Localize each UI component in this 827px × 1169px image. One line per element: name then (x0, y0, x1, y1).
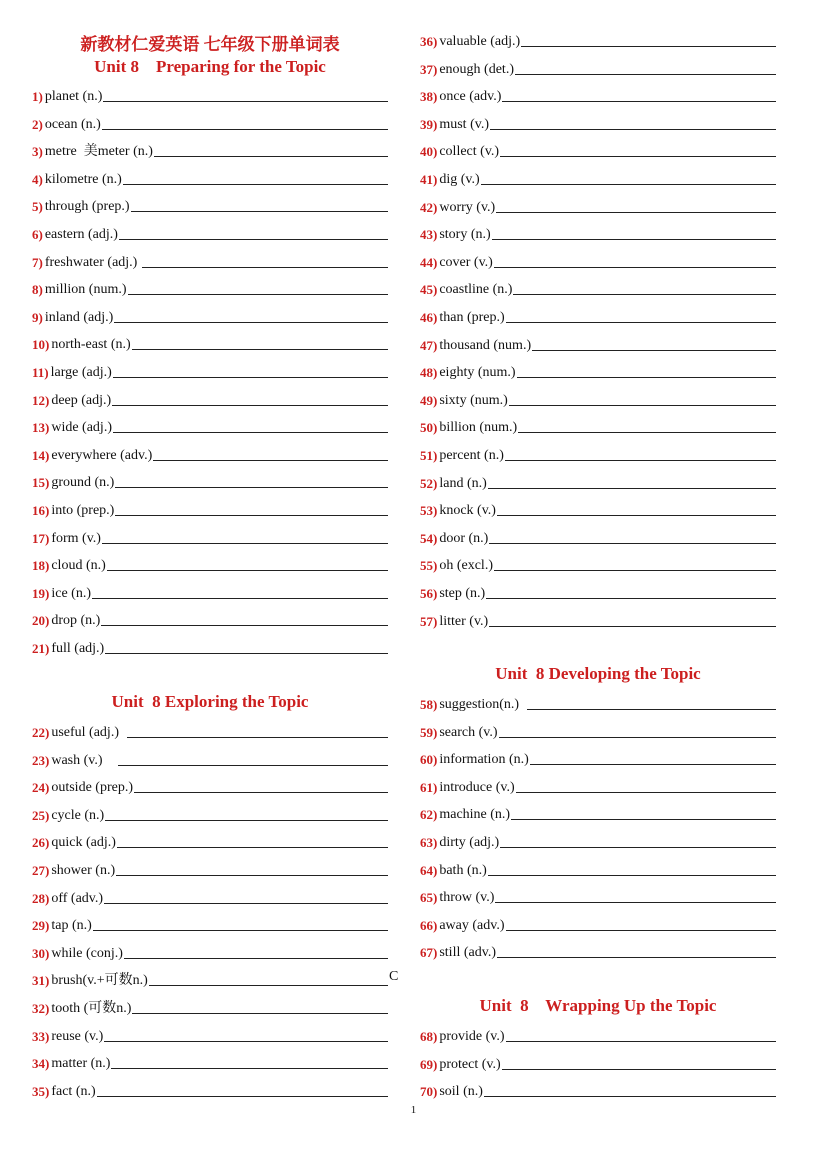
vocab-word: worry (v.) (439, 199, 496, 215)
vocab-word: matter (n.) (51, 1056, 111, 1072)
item-number: 8) (32, 282, 43, 298)
vocab-row (420, 939, 776, 961)
item-number: 65) (420, 890, 438, 906)
item-number: 57) (420, 613, 438, 629)
item-number: 7) (32, 254, 43, 270)
vocab-row (420, 691, 776, 713)
item-number: 17) (32, 530, 50, 546)
item-number: 37) (420, 61, 438, 77)
vocab-row (420, 829, 776, 851)
answer-blank[interactable] (509, 404, 776, 406)
answer-blank[interactable] (494, 266, 776, 268)
item-number: 21) (32, 641, 50, 656)
answer-blank[interactable] (128, 293, 388, 295)
vocab-row (32, 802, 388, 824)
item-number: 32) (32, 1001, 50, 1016)
vocab-word: into (prep.) (51, 503, 115, 518)
item-number: 62) (420, 807, 438, 823)
vocab-row (32, 249, 388, 271)
item-number: 45) (420, 282, 438, 298)
vocab-row (420, 111, 776, 133)
vocab-word: large (adj.) (50, 365, 112, 380)
vocab-word: dig (v.) (439, 172, 480, 187)
item-number: 68) (420, 1029, 438, 1044)
item-number: 51) (420, 448, 438, 463)
item-number: 50) (420, 420, 438, 436)
item-number: 48) (420, 365, 438, 381)
vocab-word: information (n.) (439, 752, 529, 768)
vocab-row (420, 304, 776, 326)
item-number: 15) (32, 475, 50, 491)
vocab-row (32, 995, 388, 1017)
vocab-word: shower (n.) (51, 863, 116, 878)
item-number: 60) (420, 752, 438, 768)
answer-blank[interactable] (497, 514, 776, 516)
vocab-word: brush(v.+可数n.) (51, 973, 148, 989)
answer-blank[interactable] (132, 348, 388, 350)
vocab-word: wash (v.) (51, 752, 117, 768)
answer-blank[interactable] (127, 736, 388, 738)
answer-blank[interactable] (492, 238, 776, 240)
answer-blank[interactable] (489, 625, 776, 627)
vocab-row (420, 580, 776, 602)
vocab-row (32, 497, 388, 519)
answer-blank[interactable] (119, 238, 388, 240)
vocab-word: million (num.) (44, 282, 127, 298)
item-number: 63) (420, 835, 438, 850)
vocab-word: eighty (num.) (439, 365, 516, 381)
answer-blank[interactable] (486, 597, 776, 599)
answer-blank[interactable] (112, 404, 388, 406)
vocab-word: while (conj.) (51, 945, 123, 961)
answer-blank[interactable] (153, 459, 388, 461)
item-number: 64) (420, 862, 438, 878)
vocab-word: collect (v.) (439, 144, 500, 160)
item-number: 22) (32, 725, 50, 740)
vocab-word: north-east (n.) (51, 337, 131, 353)
vocab-row (32, 1023, 388, 1045)
vocab-row (420, 359, 776, 381)
vocab-row (32, 111, 388, 133)
vocab-row (420, 525, 776, 547)
vocab-word: tooth (可数n.) (51, 1001, 132, 1016)
vocab-row (420, 608, 776, 630)
vocab-row (420, 719, 776, 741)
stray-mark: C (389, 969, 399, 984)
answer-blank[interactable] (521, 45, 776, 47)
item-number: 59) (420, 724, 438, 740)
vocab-row (420, 56, 776, 78)
page-title: 新教材仁爱英语 七年级下册单词表 (80, 35, 340, 54)
vocab-word: off (adv.) (51, 890, 104, 906)
answer-blank[interactable] (149, 984, 388, 986)
item-number: 12) (32, 392, 50, 408)
item-number: 13) (32, 420, 50, 436)
section-heading-wrapping: Unit 8 Wrapping Up the Topic (479, 996, 717, 1015)
answer-blank[interactable] (132, 1012, 388, 1014)
item-number: 43) (420, 227, 438, 243)
vocab-word: kilometre (n.) (44, 171, 122, 187)
answer-blank[interactable] (142, 266, 388, 268)
vocab-row (32, 857, 388, 879)
item-number: 30) (32, 945, 50, 961)
vocab-word: protect (v.) (439, 1056, 501, 1072)
answer-blank[interactable] (154, 155, 388, 157)
answer-blank[interactable] (511, 818, 776, 820)
vocab-word: form (v.) (51, 530, 101, 546)
vocab-row (32, 138, 388, 160)
item-number: 31) (32, 973, 50, 989)
answer-blank[interactable] (530, 763, 776, 765)
answer-blank[interactable] (118, 764, 388, 766)
item-number: 66) (420, 917, 438, 933)
answer-blank[interactable] (505, 459, 776, 461)
vocab-word: coastline (n.) (439, 282, 513, 298)
vocab-word: enough (det.) (439, 61, 514, 77)
vocab-word: bath (n.) (439, 862, 487, 878)
vocab-row (32, 359, 388, 381)
answer-blank[interactable] (532, 349, 776, 351)
answer-blank[interactable] (495, 901, 776, 903)
vocab-word: search (v.) (439, 724, 498, 740)
vocab-word: story (n.) (439, 227, 491, 243)
vocab-word: fact (n.) (51, 1083, 96, 1099)
answer-blank[interactable] (92, 597, 388, 599)
answer-blank[interactable] (506, 321, 776, 323)
vocab-row (32, 166, 388, 188)
vocab-row (32, 525, 388, 547)
vocab-word: eastern (adj.) (44, 227, 118, 242)
vocab-word: drop (n.) (51, 613, 101, 629)
item-number: 27) (32, 863, 50, 878)
item-number: 58) (420, 697, 438, 712)
vocab-row (32, 580, 388, 602)
vocab-word: cloud (n.) (51, 558, 106, 574)
item-number: 26) (32, 835, 50, 851)
vocab-word: freshwater (adj.) (44, 254, 141, 270)
item-number: 39) (420, 116, 438, 132)
answer-blank[interactable] (113, 376, 388, 378)
vocab-row (32, 635, 388, 657)
vocab-row (32, 193, 388, 215)
answer-blank[interactable] (105, 819, 388, 821)
vocab-row (420, 332, 776, 354)
vocab-word: wide (adj.) (51, 420, 112, 436)
answer-blank[interactable] (517, 376, 776, 378)
item-number: 38) (420, 89, 438, 105)
vocab-word: still (adv.) (439, 945, 496, 961)
item-number: 44) (420, 254, 438, 270)
item-number: 33) (32, 1028, 50, 1044)
vocab-row (32, 774, 388, 796)
vocab-word: door (n.) (439, 530, 489, 546)
vocab-word: must (v.) (439, 116, 489, 132)
vocab-word: cycle (n.) (51, 807, 105, 823)
vocab-word: reuse (v.) (51, 1028, 104, 1044)
item-number: 40) (420, 144, 438, 160)
page-number: 1 (410, 1104, 417, 1116)
answer-blank[interactable] (93, 929, 388, 931)
item-number: 2) (32, 116, 43, 132)
item-number: 18) (32, 558, 50, 574)
vocab-word: inland (adj.) (44, 309, 114, 325)
vocab-row (420, 194, 776, 216)
vocab-row (32, 747, 388, 769)
item-number: 52) (420, 475, 438, 491)
answer-blank[interactable] (506, 929, 776, 931)
answer-blank[interactable] (489, 542, 776, 544)
vocab-word: tap (n.) (51, 918, 92, 934)
item-number: 69) (420, 1056, 438, 1072)
vocab-word: throw (v.) (439, 890, 495, 906)
answer-blank[interactable] (513, 293, 776, 295)
answer-blank[interactable] (502, 1068, 776, 1070)
vocab-word: away (adv.) (439, 917, 505, 933)
vocab-word: soil (n.) (439, 1084, 483, 1100)
item-number: 49) (420, 392, 438, 408)
vocab-row (420, 387, 776, 409)
item-number: 23) (32, 752, 50, 768)
vocab-word: land (n.) (439, 475, 487, 491)
vocab-word: introduce (v.) (439, 779, 515, 795)
item-number: 36) (420, 34, 438, 49)
vocab-word: sixty (num.) (439, 392, 508, 408)
item-number: 53) (420, 503, 438, 519)
item-number: 24) (32, 780, 50, 796)
vocab-word: step (n.) (439, 586, 486, 601)
answer-blank[interactable] (500, 155, 776, 157)
answer-blank[interactable] (117, 846, 388, 848)
vocab-row (420, 884, 776, 906)
vocab-word: metre 美meter (n.) (44, 144, 153, 160)
answer-blank[interactable] (488, 487, 776, 489)
vocab-row (420, 1078, 776, 1100)
vocab-word: suggestion(n.) (439, 697, 527, 712)
vocab-word: ground (n.) (51, 475, 115, 491)
vocab-word: than (prep.) (439, 310, 505, 325)
item-number: 34) (32, 1056, 50, 1072)
item-number: 3) (32, 144, 43, 160)
answer-blank[interactable] (515, 73, 776, 75)
vocab-word: litter (v.) (439, 613, 489, 629)
vocab-row (420, 276, 776, 298)
section-heading-developing: Unit 8 Developing the Topic (495, 664, 701, 683)
vocab-row (32, 414, 388, 436)
vocab-row (420, 1051, 776, 1073)
answer-blank[interactable] (97, 1095, 388, 1097)
item-number: 25) (32, 807, 50, 823)
item-number: 54) (420, 530, 438, 546)
vocab-row (420, 83, 776, 105)
vocab-word: quick (adj.) (51, 835, 116, 851)
answer-blank[interactable] (490, 128, 776, 130)
vocab-word: billion (num.) (439, 420, 518, 436)
answer-blank[interactable] (527, 708, 776, 710)
vocab-row (32, 1050, 388, 1072)
vocab-word: knock (v.) (439, 503, 496, 519)
vocab-word: dirty (adj.) (439, 835, 500, 850)
vocab-word: outside (prep.) (51, 780, 133, 796)
vocab-row (32, 885, 388, 907)
item-number: 20) (32, 613, 50, 629)
item-number: 70) (420, 1084, 438, 1100)
answer-blank[interactable] (101, 624, 388, 626)
item-number: 29) (32, 918, 50, 934)
vocab-row (420, 497, 776, 519)
answer-blank[interactable] (102, 542, 388, 544)
answer-blank[interactable] (518, 431, 776, 433)
answer-blank[interactable] (114, 321, 388, 323)
item-number: 16) (32, 503, 50, 518)
vocab-row (32, 469, 388, 491)
item-number: 47) (420, 337, 438, 353)
vocab-row (420, 166, 776, 188)
answer-blank[interactable] (116, 874, 388, 876)
item-number: 5) (32, 199, 43, 215)
item-number: 11) (32, 365, 49, 380)
answer-blank[interactable] (113, 431, 388, 433)
answer-blank[interactable] (111, 1067, 388, 1069)
vocab-row (32, 829, 388, 851)
answer-blank[interactable] (103, 100, 388, 102)
answer-blank[interactable] (102, 128, 388, 130)
item-number: 4) (32, 171, 43, 187)
vocab-word: planet (n.) (44, 89, 103, 104)
vocab-row (32, 607, 388, 629)
vocab-row (420, 138, 776, 160)
answer-blank[interactable] (484, 1095, 776, 1097)
answer-blank[interactable] (488, 874, 776, 876)
vocab-row (32, 940, 388, 962)
item-number: 1) (32, 89, 43, 104)
vocab-row (32, 552, 388, 574)
item-number: 35) (32, 1083, 50, 1099)
vocab-word: deep (adj.) (51, 392, 112, 408)
vocab-row (420, 470, 776, 492)
vocab-row (32, 83, 388, 105)
answer-blank[interactable] (115, 514, 388, 516)
item-number: 56) (420, 586, 438, 601)
vocab-row (420, 552, 776, 574)
answer-blank[interactable] (104, 902, 388, 904)
vocab-row (32, 221, 388, 243)
vocab-word: provide (v.) (439, 1029, 505, 1044)
vocab-row (420, 28, 776, 50)
answer-blank[interactable] (134, 791, 388, 793)
vocab-word: ocean (n.) (44, 116, 101, 132)
answer-blank[interactable] (124, 957, 388, 959)
vocab-row (32, 331, 388, 353)
vocab-row (420, 801, 776, 823)
answer-blank[interactable] (496, 211, 776, 213)
item-number: 9) (32, 309, 43, 325)
vocab-row (420, 912, 776, 934)
item-number: 28) (32, 890, 50, 906)
item-number: 67) (420, 945, 438, 961)
answer-blank[interactable] (499, 736, 776, 738)
vocab-word: percent (n.) (439, 448, 504, 463)
answer-blank[interactable] (516, 791, 776, 793)
item-number: 6) (32, 227, 43, 242)
vocab-row (32, 387, 388, 409)
vocab-word: valuable (adj.) (439, 34, 521, 49)
vocab-row (32, 276, 388, 298)
vocab-row (32, 304, 388, 326)
vocab-row (32, 442, 388, 464)
vocab-row (32, 912, 388, 934)
answer-blank[interactable] (105, 652, 388, 654)
answer-blank[interactable] (506, 1040, 776, 1042)
vocab-word: ice (n.) (51, 585, 91, 601)
item-number: 19) (32, 585, 50, 601)
vocab-row (420, 221, 776, 243)
vocab-row (32, 967, 388, 989)
vocab-row (420, 414, 776, 436)
answer-blank[interactable] (500, 846, 776, 848)
vocab-word: oh (excl.) (439, 558, 493, 574)
vocab-word: thousand (num.) (439, 337, 532, 353)
vocab-row (420, 249, 776, 271)
vocab-word: useful (adj.) (51, 725, 126, 740)
vocab-word: once (adv.) (439, 89, 502, 105)
item-number: 14) (32, 447, 50, 463)
item-number: 61) (420, 779, 438, 795)
vocab-row (420, 857, 776, 879)
vocab-row (420, 442, 776, 464)
vocab-word: through (prep.) (44, 199, 130, 215)
item-number: 41) (420, 172, 438, 187)
answer-blank[interactable] (107, 569, 388, 571)
answer-blank[interactable] (123, 183, 388, 185)
vocab-row (420, 1023, 776, 1045)
section-heading-exploring: Unit 8 Exploring the Topic (111, 692, 309, 711)
section-heading-preparing: Unit 8 Preparing for the Topic (94, 57, 326, 76)
answer-blank[interactable] (481, 183, 776, 185)
answer-blank[interactable] (502, 100, 776, 102)
item-number: 42) (420, 199, 438, 215)
vocab-word: full (adj.) (51, 641, 105, 656)
answer-blank[interactable] (115, 486, 388, 488)
item-number: 10) (32, 337, 50, 353)
answer-blank[interactable] (104, 1040, 388, 1042)
item-number: 46) (420, 310, 438, 325)
vocab-row (420, 774, 776, 796)
answer-blank[interactable] (131, 210, 388, 212)
vocab-word: cover (v.) (439, 254, 493, 270)
answer-blank[interactable] (494, 569, 776, 571)
vocab-row (32, 1078, 388, 1100)
item-number: 55) (420, 558, 438, 574)
answer-blank[interactable] (497, 956, 776, 958)
vocab-row (420, 746, 776, 768)
vocab-word: machine (n.) (439, 807, 511, 823)
vocab-word: everywhere (adv.) (51, 447, 153, 463)
vocab-row (32, 719, 388, 741)
